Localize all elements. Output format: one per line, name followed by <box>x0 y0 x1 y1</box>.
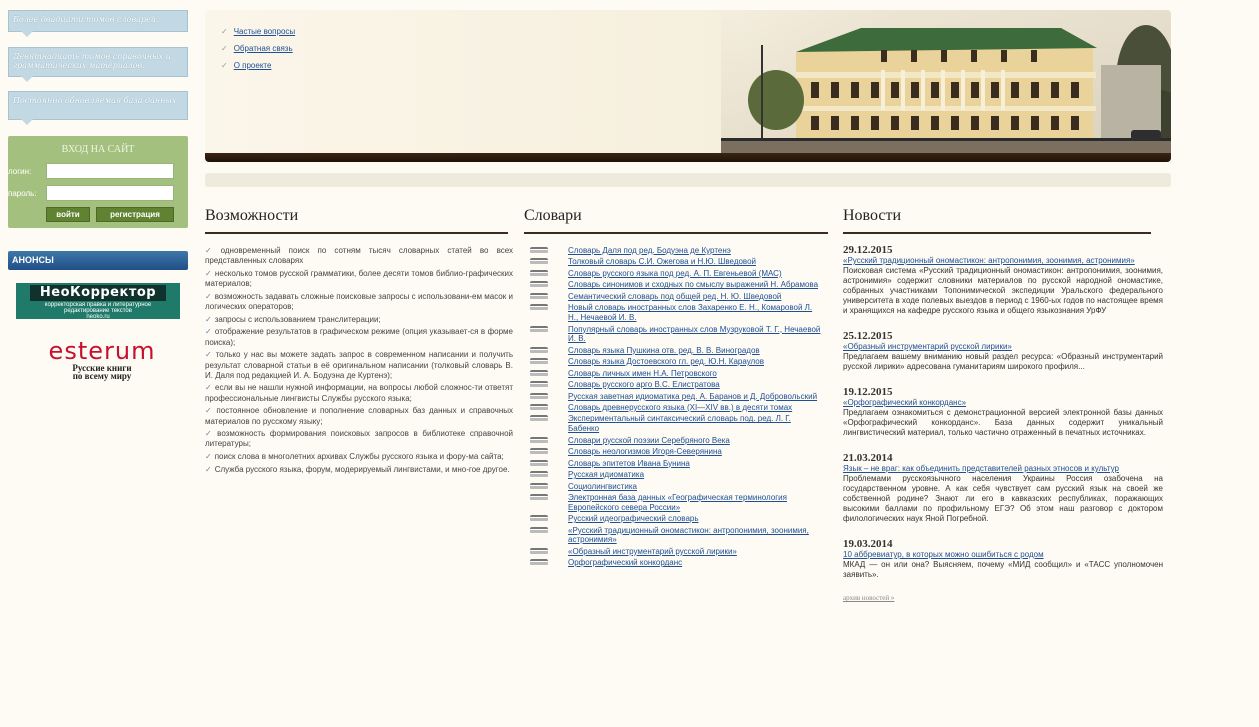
book-icon <box>530 304 548 310</box>
dictionary-item <box>528 482 822 492</box>
login-panel <box>8 136 188 228</box>
check-icon: ✓ <box>205 291 212 301</box>
dictionary-item <box>528 547 822 557</box>
promo-volumes: Более двадцати томов словарей. <box>8 10 188 32</box>
news-date: 19.12.2015 <box>843 386 893 398</box>
feature-item <box>205 350 513 381</box>
book-icon <box>530 404 548 410</box>
dictionary-link[interactable]: Семантический словарь под общей ред. Н. Ю. Шведовой <box>568 291 782 301</box>
features-list <box>205 246 513 478</box>
dictionary-link[interactable]: Словарь синонимов и сходных по смыслу выражений Н. Абрамова <box>568 280 819 290</box>
login-input[interactable] <box>46 163 174 179</box>
login-title: ВХОД НА САЙТ <box>61 144 135 155</box>
dictionary-item <box>528 269 822 279</box>
book-icon <box>530 483 548 489</box>
feature-text: Служба русского языка, форум, модерируемый лингвистами, и мно-гое другое. <box>214 464 510 474</box>
check-icon: ✓ <box>205 464 212 474</box>
book-icon <box>530 247 548 253</box>
dictionary-link[interactable]: Популярный словарь иностранных слов Музруковой Т. Г., Нечаевой И. В. <box>568 324 821 344</box>
neokorrektor-sub-line1: корректорская правка и литературное <box>44 302 152 308</box>
check-icon: ✓ <box>221 44 228 53</box>
dictionary-link[interactable]: Словарь языка Достоевского гл. ред. Ю.Н. Караулов <box>568 357 764 367</box>
book-icon <box>530 448 548 454</box>
feature-text: отображение результатов в графическом режиме (опция указывает-ся в форме поиска); <box>205 327 514 347</box>
news-item <box>843 386 1163 438</box>
book-icon <box>530 326 548 332</box>
dictionary-item <box>528 380 822 390</box>
dictionary-item <box>528 514 822 524</box>
dictionaries-list <box>528 246 822 570</box>
news-item <box>843 538 1163 580</box>
news-date: 19.03.2014 <box>843 538 893 550</box>
dictionary-link[interactable]: Новый словарь иностранных слов Захаренко Е. Н., Комаровой Л. Н., Нечаевой И. В. <box>568 303 813 323</box>
feature-item <box>205 246 513 266</box>
search-bar-area <box>205 173 1171 187</box>
dictionary-item <box>528 357 822 367</box>
feature-text: одновременный поиск по сотням тысяч словарных статей во всех представленных словарях <box>205 246 513 266</box>
dictionary-item <box>528 325 822 344</box>
dictionary-item <box>528 346 822 356</box>
book-icon <box>530 281 548 287</box>
news-archive-link[interactable]: архив новостей » <box>843 594 895 602</box>
dictionary-item <box>528 414 822 433</box>
dictionary-link[interactable]: Русский идеографический словарь <box>568 514 699 524</box>
feature-text: возможность задавать сложные поисковые запросы с использовани-ем масок и логических операторов; <box>205 291 514 312</box>
dictionary-item <box>528 303 822 322</box>
check-icon: ✓ <box>221 27 228 36</box>
book-icon <box>530 381 548 387</box>
feature-text: поиск слова в многолетних архивах Службы русского языка и фору-ма сайта; <box>214 452 504 462</box>
esterum-tagline <box>22 364 182 380</box>
dictionary-item <box>528 392 822 402</box>
dictionary-item <box>528 280 822 290</box>
feature-text: только у нас вы можете задать запрос в современном написании и получить результат словарной статьи в её оригинальном написании (толковый словарь В. И. Даля под редакцией И. А. Бодуэна де Куртенэ); <box>205 350 513 380</box>
password-input[interactable] <box>46 185 174 201</box>
esterum-banner[interactable] <box>22 338 182 382</box>
promo-database: Постоянно обновляемая база данных. <box>8 91 188 120</box>
check-icon: ✓ <box>205 350 213 360</box>
check-icon: ✓ <box>205 314 212 324</box>
dictionary-item <box>528 493 822 512</box>
feedback-link[interactable]: Обратная связь <box>233 44 293 53</box>
check-icon: ✓ <box>205 452 212 462</box>
esterum-tagline-1: Русские книги <box>72 363 132 373</box>
feature-text: если вы не нашли нужной информации, на вопросы любой сложнос-ти ответят профессиональные лингвисты Службы русского языка; <box>205 383 513 403</box>
book-icon <box>530 347 548 353</box>
check-icon: ✓ <box>205 268 212 278</box>
book-icon <box>530 527 548 533</box>
book-icon <box>530 293 548 299</box>
features-rule <box>205 232 508 234</box>
building-photo <box>721 10 1171 153</box>
dictionary-link[interactable]: Социолингвистика <box>568 481 637 491</box>
feature-item <box>205 327 513 347</box>
news-item <box>843 452 1163 524</box>
check-icon: ✓ <box>205 383 212 393</box>
news-date: 29.12.2015 <box>843 244 893 256</box>
register-button[interactable]: регистрация <box>96 207 174 222</box>
neokorrektor-subtitle <box>16 302 180 320</box>
feature-item <box>205 452 513 462</box>
check-icon: ✓ <box>221 61 228 70</box>
book-icon <box>530 258 548 264</box>
book-icon <box>530 270 548 276</box>
feature-text: несколько томов русской грамматики, более десяти томов библио-графических материалов; <box>205 268 514 289</box>
news-title-link[interactable]: «Образный инструментарий русской лирики» <box>843 342 1012 351</box>
about-link[interactable]: О проекте <box>233 61 272 70</box>
feature-item <box>205 383 513 403</box>
news-title-link[interactable]: «Русский традиционный ономастикон: антропонимия, зоонимия, астронимия» <box>843 256 1135 265</box>
book-icon <box>530 370 548 376</box>
book-icon <box>530 358 548 364</box>
feature-item <box>205 269 513 289</box>
dictionary-link[interactable]: «Образный инструментарий русской лирики» <box>568 546 737 556</box>
neokorrektor-url: neoko.ru <box>86 314 110 320</box>
dictionary-link[interactable]: Орфографический конкорданс <box>568 558 683 568</box>
dictionary-link[interactable]: Словарь русского языка под ред. А. П. Евгеньевой (МАС) <box>568 268 782 278</box>
dictionary-item <box>528 526 822 545</box>
news-rule <box>843 232 1151 234</box>
faq-link-row <box>221 27 295 36</box>
dictionary-link[interactable]: Словарь личных имен Н.А. Петровского <box>568 368 717 378</box>
dictionary-item <box>528 292 822 302</box>
book-icon <box>530 515 548 521</box>
news-text: Предлагаем ознакомиться с демонстрационной версией электронной базы данных «Орфографический конкорданс». База данных содержит уникальный лингвистический материал, только частично отраженный в печатных источниках. <box>843 408 1163 437</box>
book-icon <box>530 494 548 500</box>
check-icon: ✓ <box>205 327 212 337</box>
news-title-link[interactable]: Язык – не враг: как объединить представителей разных этносов и культур <box>843 464 1119 473</box>
dictionary-item <box>528 470 822 480</box>
dictionary-item <box>528 436 822 446</box>
dictionary-link[interactable]: Русская заветная идиоматика ред. А. Баранов и Д. Добровольский <box>568 391 818 401</box>
password-label: пароль: <box>8 189 37 198</box>
dictionary-item <box>528 558 822 568</box>
dictionary-link[interactable]: «Русский традиционный ономастикон: антропонимия, зоонимия, астронимия» <box>568 525 809 545</box>
book-icon <box>530 559 548 565</box>
news-text: Проблемами русскоязычного населения Украины Россия озабочена на государственном уровне. А как себя чувствует сам русский язык на своей же собственной родине? Знают ли его в кавказских республиках, поражающих высокими баллами по профильному ЕГЭ? Об этом наш разговор с доктором филологических наук Яной Погребной. <box>843 474 1163 523</box>
faq-link[interactable]: Частые вопросы <box>233 27 296 36</box>
about-link-row <box>221 61 271 70</box>
dictionary-link[interactable]: Экспериментальный синтаксический словарь под. ред. Л. Г. Бабенко <box>568 414 791 434</box>
book-icon <box>530 415 548 421</box>
feature-item <box>205 406 513 426</box>
announcements-header: АНОНСЫ <box>8 251 188 270</box>
book-icon <box>530 437 548 443</box>
feedback-link-row <box>221 44 293 53</box>
dictionary-link[interactable]: Словарь русского арго В.С. Елистратова <box>568 380 720 390</box>
news-title-link[interactable]: 10 аббревиатур, в которых можно ошибиться с родом <box>843 550 1044 559</box>
dictionary-item <box>528 369 822 379</box>
dictionary-item <box>528 447 822 457</box>
news-item <box>843 330 1163 372</box>
book-icon <box>530 460 548 466</box>
news-title: Новости <box>843 207 902 224</box>
feature-item <box>205 429 513 449</box>
check-icon: ✓ <box>205 246 218 255</box>
dictionary-item <box>528 459 822 469</box>
esterum-logo: esterum <box>48 337 156 365</box>
dictionary-link[interactable]: Русская идиоматика <box>568 470 645 480</box>
feature-item <box>205 315 513 325</box>
feature-text: постоянное обновление и пополнение словарных баз данных и справочных материалов по русскому языку; <box>205 406 513 426</box>
book-icon <box>530 471 548 477</box>
dictionary-link[interactable]: Словарь языка Пушкина отв. ред. В. В. Виноградов <box>568 345 760 355</box>
login-button[interactable]: войти <box>46 207 90 222</box>
dictionary-item <box>528 403 822 413</box>
news-item <box>843 244 1163 316</box>
news-title-link[interactable]: «Орфографический конкорданс» <box>843 398 967 407</box>
dictionary-link[interactable]: Толковый словарь С.И. Ожегова и Н.Ю. Шведовой <box>568 257 757 267</box>
login-label: логин: <box>8 167 32 176</box>
check-icon: ✓ <box>205 429 215 439</box>
news-list <box>843 244 1163 602</box>
dictionary-link[interactable]: Словари русской поэзии Серебряного Века <box>568 435 730 445</box>
feature-text: возможность формирования поисковых запросов в библиотеке справочной литературы; <box>205 429 514 449</box>
book-icon <box>530 548 548 554</box>
header-banner <box>205 10 1171 162</box>
dictionary-link[interactable]: Словарь эпитетов Ивана Бунина <box>568 458 690 468</box>
header-strip <box>205 153 1171 162</box>
dictionaries-rule <box>524 232 828 234</box>
neokorrektor-banner[interactable] <box>16 283 180 319</box>
feature-text: запросы с использованием транслитерации; <box>214 314 381 324</box>
neokorrektor-logo: НеоКорректор <box>30 285 166 301</box>
dictionary-link[interactable]: Электронная база данных «Географическая терминология Европейского севера России» <box>568 492 787 512</box>
dictionary-link[interactable]: Словарь Даля под ред. Бодуэна де Куртенэ <box>568 246 731 255</box>
feature-item <box>205 465 513 475</box>
dictionary-link[interactable]: Словарь древнерусского языка (XI—XIV вв.) в десяти томах <box>568 403 793 412</box>
dictionaries-title: Словари <box>524 207 582 224</box>
check-icon: ✓ <box>205 406 214 416</box>
news-date: 21.03.2014 <box>843 452 893 464</box>
promo-reference: Девятнадцать томов справочных и грамматических материалов. <box>8 47 188 77</box>
news-date: 25.12.2015 <box>843 330 893 342</box>
news-text: Поисковая система «Русский традиционный ономастикон: антропонимия, зоонимия, астронимия» содержит словники материалов по русской народной ономастике, собранных участниками Топонимической экспедиции Уральского федерального университета в ходе полевых выездов в период с 1960-ых годов по настоящее время и хранящихся на кафедре русского языка и общего языкознания УрФУ <box>843 266 1163 315</box>
news-text: Предлагаем вашему вниманию новый раздел ресурса: «Образный инструментарий русской лирики» адресована гуманитариям широкого профиля... <box>843 352 1163 371</box>
book-icon <box>530 393 548 399</box>
dictionary-item <box>528 246 822 256</box>
esterum-tagline-2: по всему миру <box>72 371 132 381</box>
dictionary-item <box>528 257 822 267</box>
features-title: Возможности <box>205 207 299 224</box>
feature-item <box>205 292 513 312</box>
neokorrektor-sub-line2: редактирование текстов <box>64 308 132 314</box>
news-text: МКАД — он или она? Выясняем, почему «МИД сообщил» и «ТАСС уполномочен заявить». <box>843 560 1163 579</box>
dictionary-link[interactable]: Словарь неологизмов Игоря-Северянина <box>568 447 722 457</box>
